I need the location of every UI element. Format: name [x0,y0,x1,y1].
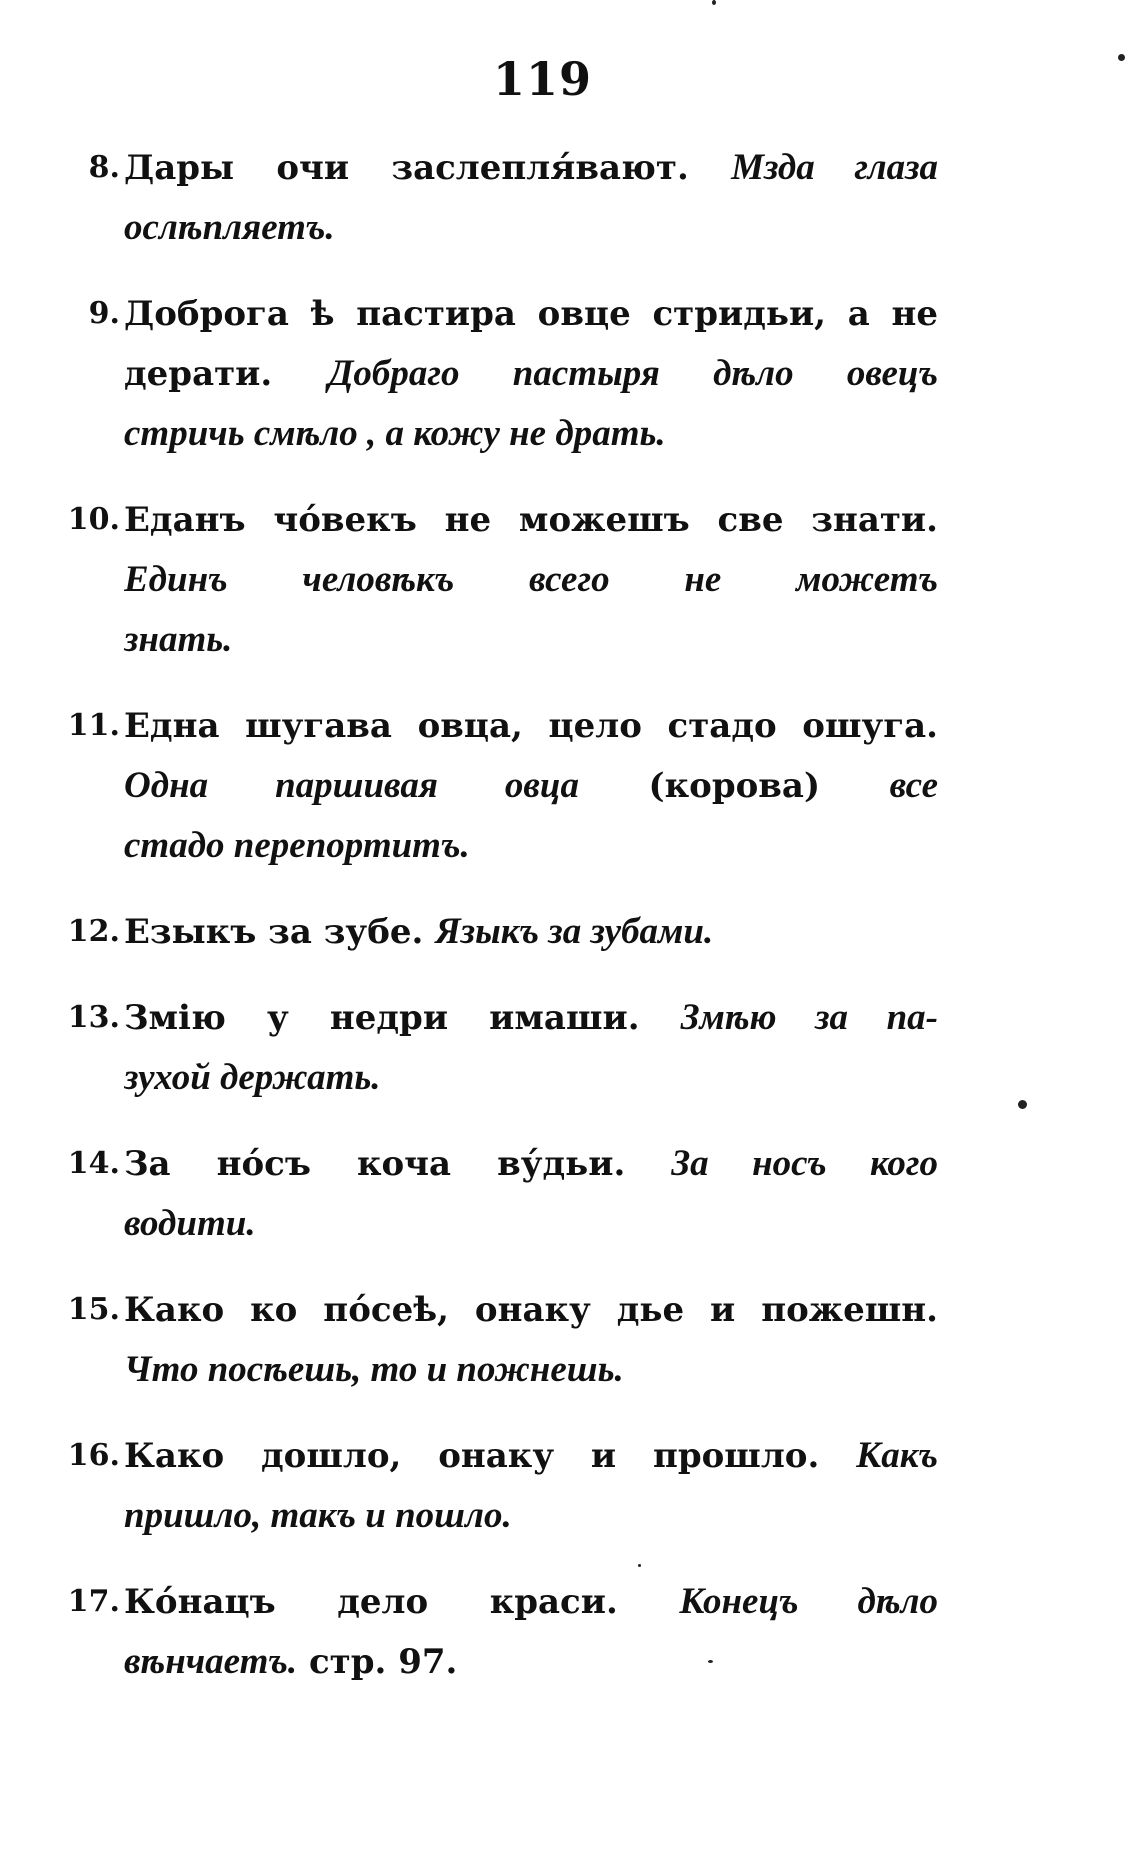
text-line [124,1280,938,1340]
entry-number: 10. [67,502,120,537]
serbian-proverb [272,354,328,394]
russian-translation: Единъ человѣкъ всего не можетъ [124,559,938,600]
text-line [124,490,938,550]
proverb-entry [58,1426,938,1546]
serbian-proverb: Како дошло, онаку и прошло. [124,1436,820,1476]
text-line [124,550,938,610]
text-line [124,1134,938,1194]
russian-translation: Какъ [856,1435,938,1476]
proverb-entry [58,902,938,962]
russian-translation: пришло, такъ и пошло. [124,1495,512,1536]
serbian-proverb: За но́съ коча ву́дьи. [124,1144,626,1184]
proverb-entry [58,138,938,258]
serbian-proverb: Доброга ѣ пастира овце стридьи, а не [124,294,938,334]
text-line [124,988,938,1048]
text-line [124,610,938,670]
russian-translation: Что посѣешь, то и пожнешь. [124,1349,624,1390]
russian-translation: знать. [124,619,233,660]
entry-number: 16. [67,1438,120,1473]
serbian-proverb: Езыкъ за зубе. [124,912,424,952]
russian-translation: Конецъ дѣло [679,1581,938,1622]
russian-translation: Одна паршивая овца [124,765,579,806]
text-line [124,816,938,876]
proverb-entry [58,490,938,670]
russian-translation: Змѣю за па- [680,997,938,1038]
scan-speck [712,0,716,5]
proverb-entry [58,1280,938,1400]
serbian-proverb: Една шугава овца, цело стадо ошуга. [124,706,938,746]
scan-speck [1018,1100,1027,1109]
entry-number: 12. [67,914,120,949]
scan-speck [1118,54,1125,61]
serbian-proverb: Змію у недри имаши. [124,998,640,1038]
serbian-proverb: Како ко по́сеѣ, онаку дье и пожешн. [124,1290,938,1330]
text-line [124,138,938,198]
russian-translation: ослѣпляетъ. [124,207,335,248]
serbian-proverb: Ко́нацъ дело краси. [124,1582,618,1622]
proverb-entry [58,1134,938,1254]
text-line [124,1572,938,1632]
serbian-proverb: Еданъ чо́векъ не можешъ све знати. [124,500,938,540]
proverb-entry [58,284,938,464]
entry-number: 17. [67,1584,120,1619]
text-line [124,404,938,464]
text-line [124,1194,938,1254]
russian-translation: зухой держать. [124,1057,381,1098]
russian-translation: водити. [124,1203,256,1244]
text-line [124,1486,938,1546]
proverb-entry [58,988,938,1108]
text-line [124,198,938,258]
russian-translation: Языкъ за зубами. [435,911,714,952]
serbian-proverb [618,1582,680,1622]
serbian-proverb [689,148,731,188]
entry-number: 14. [67,1146,120,1181]
serbian-proverb: Дары очи заслепля́вают. [124,148,689,188]
proverb-entry [58,1572,938,1692]
entry-number: 13. [67,1000,120,1035]
entry-number: 9. [88,296,120,331]
serbian-proverb [819,1436,856,1476]
proverb-list [58,138,938,1718]
entry-number: 11. [67,708,120,743]
scan-speck [708,1660,713,1663]
russian-translation: Добраго пастыря дѣло овецъ [328,353,938,394]
entry-number: 15. [67,1292,120,1327]
text-line [124,1632,938,1692]
serbian-proverb: дерати. [124,354,273,394]
text-line [124,902,938,962]
page-number: 119 [492,52,593,106]
russian-translation: все [889,765,938,806]
scan-speck [638,1564,641,1567]
text-line [124,284,938,344]
serbian-proverb: стр. 97. [297,1642,458,1682]
serbian-proverb [640,998,681,1038]
text-line [124,1048,938,1108]
text-line [124,344,938,404]
proverb-entry [58,696,938,876]
russian-translation: За носъ кого [671,1143,938,1184]
text-line [124,1340,938,1400]
text-line [124,1426,938,1486]
text-line [124,696,938,756]
russian-translation: стадо перепортитъ. [124,825,470,866]
russian-translation: стричь смѣло , а кожу не драть. [124,413,666,454]
entry-number: 8. [88,150,120,185]
text-line [124,756,938,816]
russian-translation: Мзда глаза [731,147,938,188]
serbian-proverb: (корова) [578,766,890,806]
serbian-proverb [423,912,435,952]
russian-translation: вѣнчаетъ. [124,1641,298,1682]
serbian-proverb [625,1144,671,1184]
